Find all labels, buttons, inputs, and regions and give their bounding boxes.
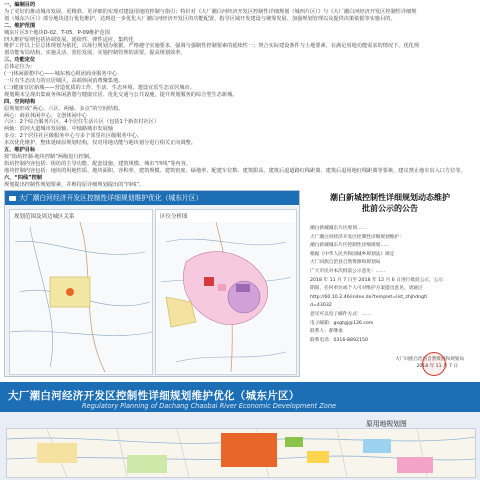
intro-line: 五、维护目标 [4,147,36,154]
notice-line: 潮白新城城东片区规划…… [310,226,367,231]
notice-line: 意见可以电子邮件方式：…… [310,311,371,317]
intro-line: 多点：2个居住社区级服务中心与多个邻里社区级服务中心。 [4,133,143,140]
intro-text-block [4,2,476,188]
intro-line: 四、空间结构 [4,98,36,105]
intro-line: 六区：2个综合服务片区、4个居住生活片区（包括1个新农村社区） [4,119,160,126]
intro-line: 一、编制目的 [4,2,36,8]
intro-line: 街坊控制内容包括：街坊的主导功能、配套设施、建筑规模、城市“四线”等内容。 [4,160,191,167]
intro-line: (二)健康宜居新城——营造优质的工作、生活、生态环境，建设宜乐生态宜居城市。 [4,84,195,91]
notice-line: 联系电话：0316-8892150 [310,337,368,343]
poster-subpanel-left [9,209,153,375]
notice-line: 期间，任何单位或个人可对维护方案提出意见，请通过 [310,286,423,292]
intro-lines [4,2,476,188]
intro-line: 为了更好的推动城市发展、更精准、更详细的实现对建设用地的控制与指引；特针对《大厂潮白河经济开发区控制性详细规划（城西片区）》与《大厂潮白河经济开发区控制性详细规 [4,8,417,15]
notice-date: 2018 年 11 月 7 日 [416,364,458,369]
intro-line: 规划提出控制性规划要素，并维持原详细规划提出的“四线”。 [4,181,145,188]
notice-line: http://60.10.2.46/index.do?templet=list_zhjhdngti [310,294,428,300]
intro-line: 二、维护范围 [4,22,36,29]
red-seal [422,352,446,376]
poster-subpanel-right [155,209,297,375]
intro-line: 本次优化维护，整体延续原规划结构，仅对用地功能与地块划分进行相关正向调整。 [4,140,196,147]
notice-line: 2018 年 11 月 7 日至 2018 年 12 月 6 日进行批前公示，公示 [310,277,444,283]
notice-panel [304,190,476,375]
bottom-right-label: 原用地规划图 [366,420,407,428]
notice-signature: 大厂回族自治县自然资源和规划局 [395,357,464,362]
right-location-map [156,222,296,372]
notice-line: 潮白新城城东片区控制性详细规划…… [310,243,390,249]
notice-line: 大厂回族自治县自然资源和规划局 [310,260,381,266]
intro-line: 划功能布局结构，实施灵活，宽松发展，实施控制管理的需要，提高规划效率。 [4,50,186,57]
bottom-map-svg [7,429,475,477]
intro-line: 原规划形成“两心、六区、两轴、多点”的空间结构。 [4,105,124,112]
poster-title: 大厂潮白河经济开发区控制性详细规划维护优化（城东片区） [19,194,203,202]
notice-line: 联系人：郝继承 [310,329,343,335]
bottom-map [6,428,476,478]
intro-line: 维护工作以上位总体规划为依托，以现行规划为依据，严格遵守实施要求，强调与强制性控制要素的延续性一；契合实际建设条件与土地要素，在满足用地功能需求的情况下，优化规 [4,43,420,50]
poster-map-panel [4,190,300,377]
intro-line: 总体定位为： [4,64,36,71]
notice-line: 根据《中华人民共和国城乡规划法》规定 [310,251,395,257]
notice-line: 电子邮箱：gxgtgj@126.com [310,320,374,326]
bottom-banner [0,382,480,480]
intro-line: 六、“四线”控制 [4,174,42,181]
poster-header-bar [5,191,299,205]
notice-line: d=43032 [310,303,332,309]
intro-line: 按“街坊控制-地块控制”两级进行控制。 [4,153,95,160]
notice-title-line1: 潮白新城控制性详细规划动态维护 [330,193,450,202]
intro-line: 四大维护原则包括协调发展、延续性、弹性适应、集约化 [4,36,134,43]
intro-line: (一)休闲游憩中心——城东核心组团商业服务中心 [4,71,117,78]
intro-line: 两心：商业休闲中心、文创休闲中心 [4,112,88,119]
intro-line: 规划期末呈现出集商务休闲游憩与健康宜居、优化交通与公共设施，提升规划服务的综合型生态新城。 [4,91,238,98]
intro-line: 三、功能定位 [4,57,36,64]
left-region-map [10,222,152,372]
bottom-subtitle: Regulatory Planning of Dachang Chaobai River Economic Development Zone [82,402,337,410]
intro-line: 一片有生态活力的宜居城区，高端休闲消费聚集地。 [4,77,124,84]
intro-line: 城东片区3个地块D-02、T-05、P-09维护范围 [4,29,110,36]
intro-line: 两轴：滨河大道城市发展轴、中轴路城市发展轴 [4,126,113,133]
document-icon [9,196,16,201]
subpanel-right-title: 区位分析图 [160,214,188,220]
notice-title-line2: 批前公示的公告 [362,204,418,213]
intro-line: 划（城东片区）》部分地块进行优化维护，达到进一步优化大厂潮白河经济开发区的功能配置、指导区域开发建设与统筹发展、加强规划管理以及提供决策依据等实施目的。 [4,15,396,22]
notice-line: 大厂潮白河经济开发区控制性详细规划维护： [310,234,404,240]
notice-line: 广大市民对本次批前公示意见：…… [310,268,386,274]
intro-line: 地块控制内容包括：地块的用地性质、地块面积、容积率、建筑规模、建筑密度、绿地率、配建车位数、建筑限高、建筑后退道路红线距离、建筑后退用地红线距离等要素，建议禁止地车出入口方位等。 [4,167,466,174]
subpanel-left-title: 规划范围及周边城区关系 [14,214,75,220]
bottom-title: 大厂潮白河经济开发区控制性详细规划维护优化（城东片区） [8,390,300,402]
notice-lines [310,225,472,345]
